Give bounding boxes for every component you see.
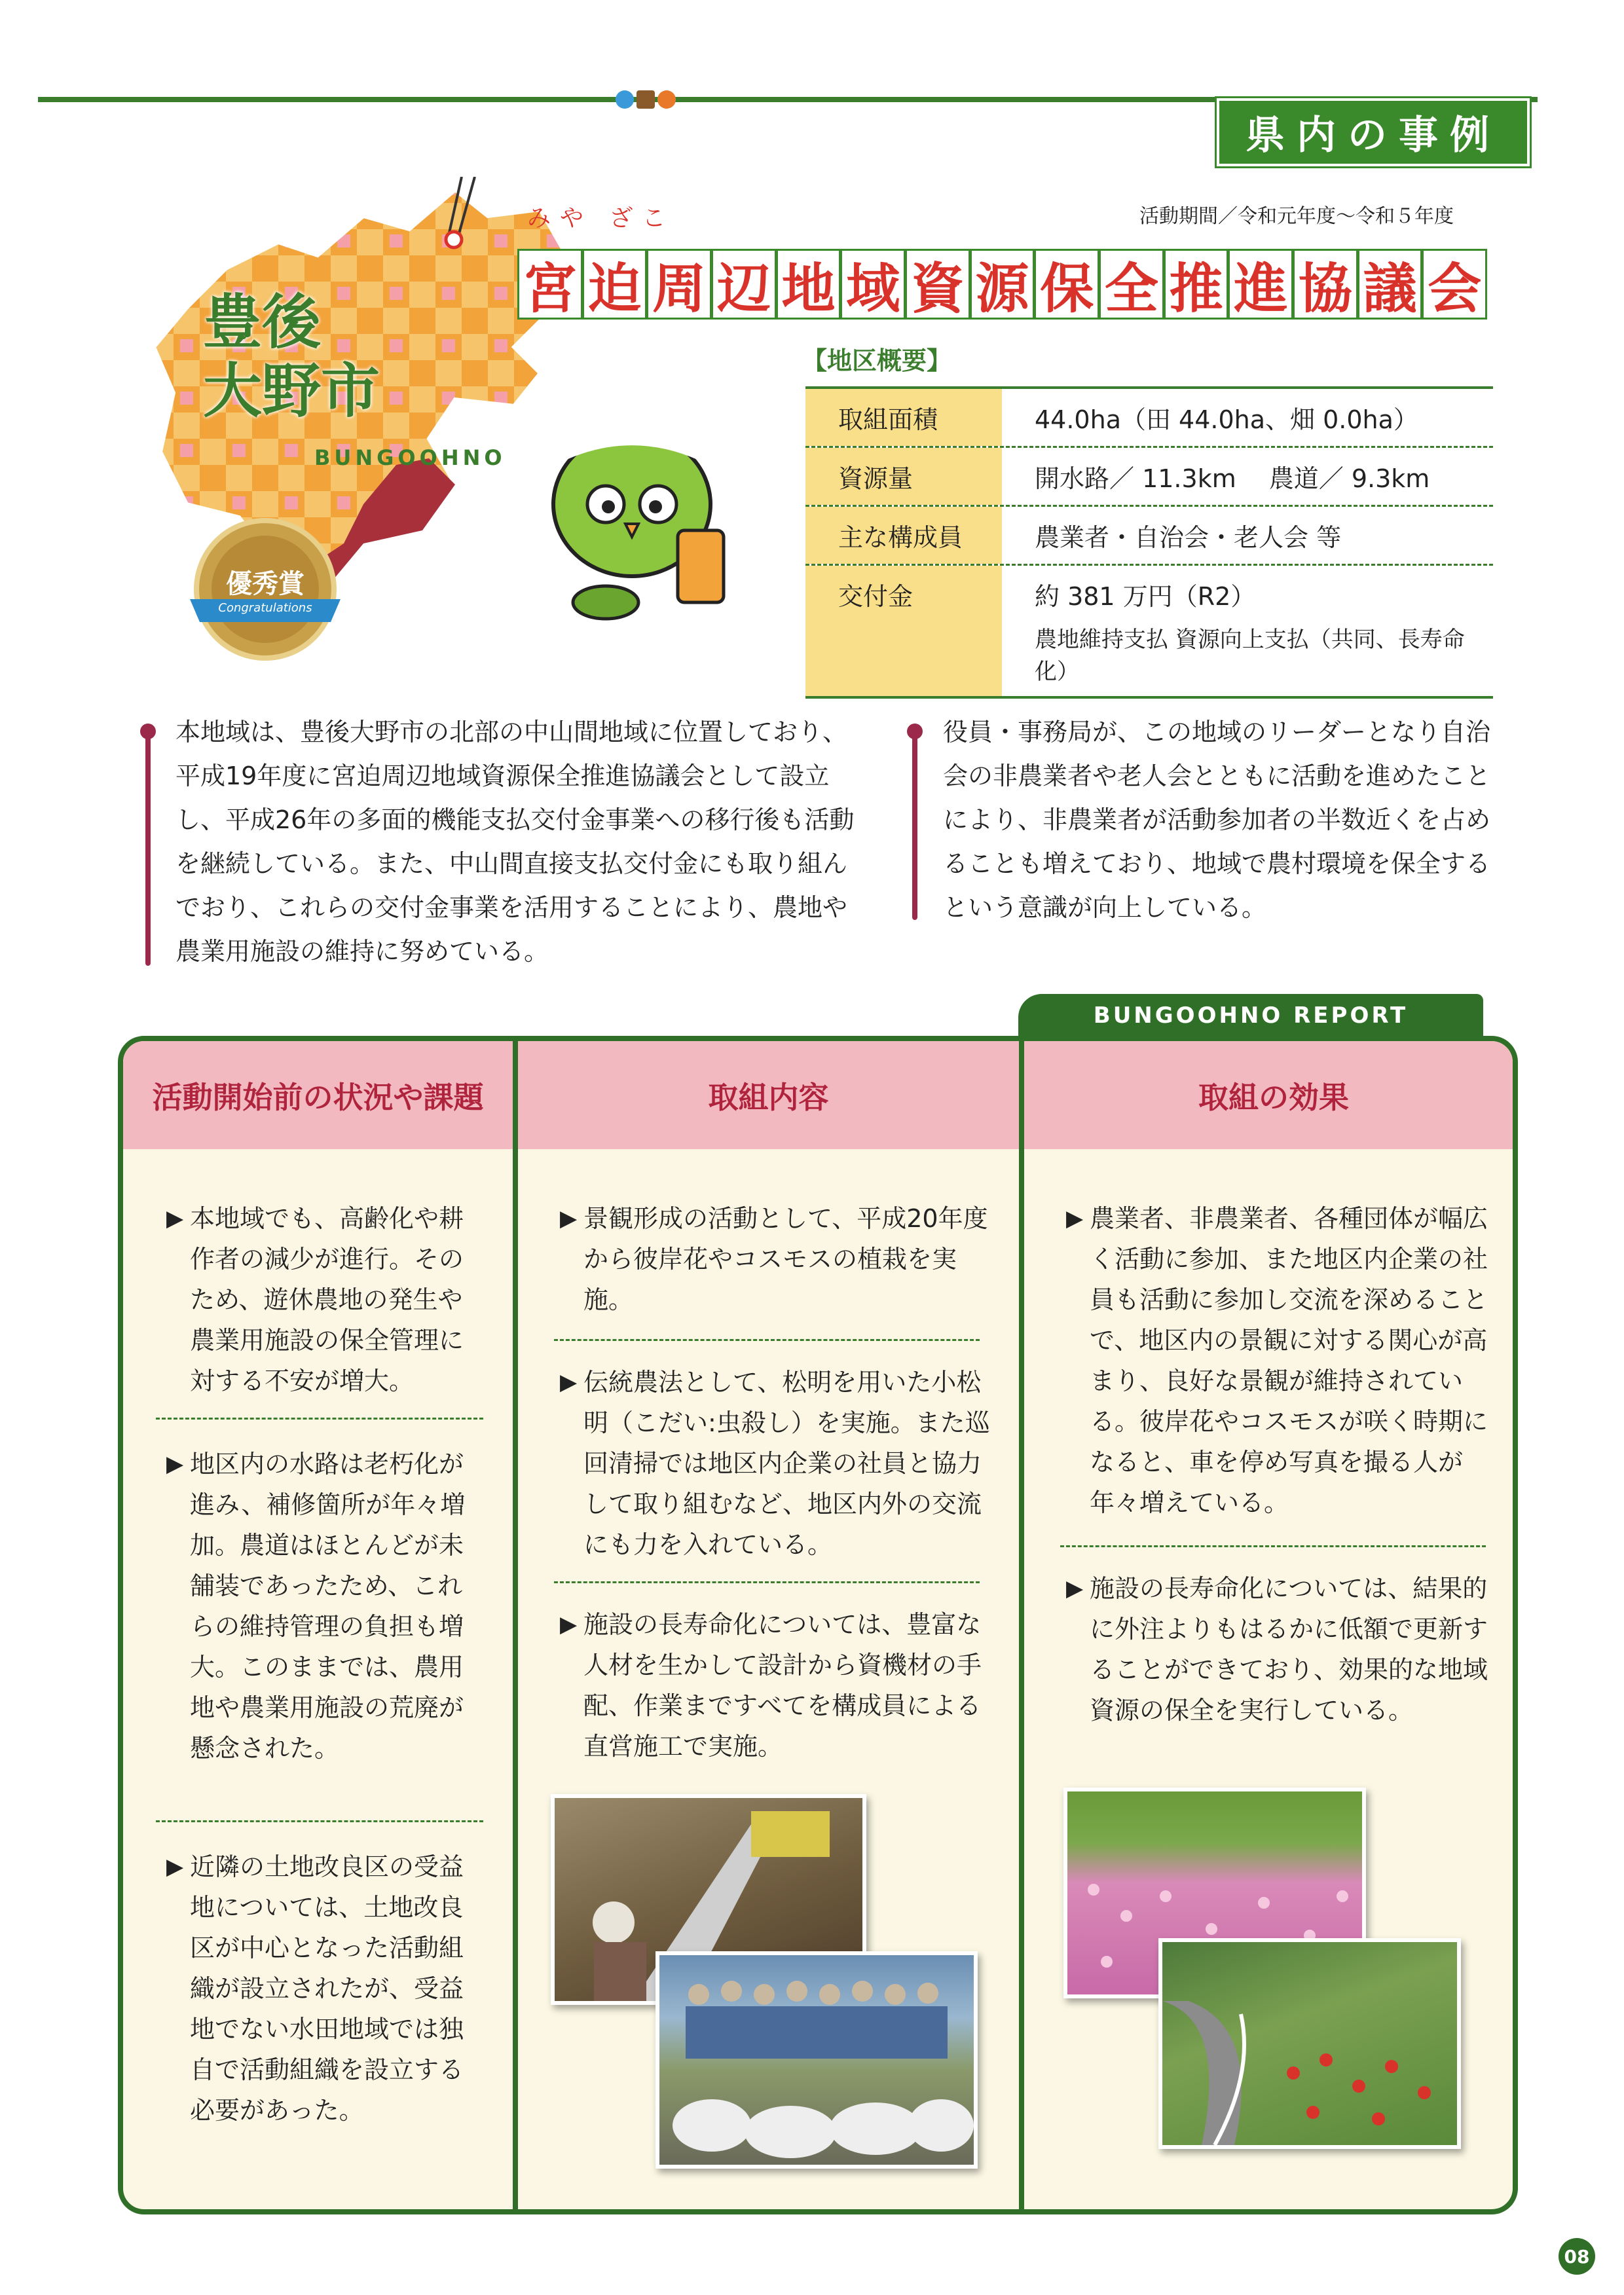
brown-square-icon [637, 90, 655, 109]
overview-row [805, 448, 1493, 507]
report-item: ▶ 施設の長寿命化については、結果的に外注よりもはるかに低額で更新することができており、効果的な地域資源の保全を実行している。 [1066, 1574, 1488, 1725]
overview-row [805, 507, 1493, 566]
title-char: 域 [840, 249, 906, 320]
report-item: ▶ 地区内の水路は老朽化が進み、補修箇所が年々増加。農道はほとんどが未舗装であったため、これらの維持管理の負担も増大。このままでは、農用地や農業用施設の荒廃が懸念された。 [166, 1450, 466, 1763]
title-char: 推 [1164, 249, 1229, 320]
section-tag: 県内の事例 [1217, 98, 1530, 166]
photo-spider-lily-road [1158, 1938, 1461, 2149]
overview-value: 44.0ha（田 44.0ha、畑 0.0ha） [1035, 405, 1418, 434]
page-number: 08 [1559, 2238, 1595, 2275]
title-char: 宮 [517, 249, 583, 320]
column-separator [513, 1041, 518, 2209]
orange-dot-icon [657, 90, 676, 109]
overview-head: 取組面積 [805, 389, 1002, 446]
title-char: 源 [970, 249, 1035, 320]
title-furigana: みや ざこ [527, 205, 675, 232]
overview-label: 【地区概要】 [802, 346, 952, 375]
overview-value: 約 381 万円（R2） 農地維持支払 資源向上支払（共同、長寿命化） [1002, 566, 1493, 696]
title-char: 周 [646, 249, 712, 320]
report-item: ▶ 景観形成の活動として、平成20年度から彼岸花やコスモスの植栽を実施。 [560, 1204, 988, 1314]
report-column-effects [1024, 1041, 1518, 2209]
title-char: 議 [1357, 249, 1423, 320]
overview-subvalue: 農地維持支払 資源向上支払（共同、長寿命化） [1035, 627, 1465, 685]
overview-head: 資源量 [805, 448, 1002, 505]
column-heading: 活動開始前の状況や課題 [123, 1041, 513, 1149]
report-box [118, 1036, 1518, 2214]
column-heading: 取組内容 [518, 1041, 1019, 1149]
title-char: 協 [1293, 249, 1358, 320]
intro-left-paragraph: 本地域は、豊後大野市の北部の中山間地域に位置しており、平成19年度に宮迫周辺地域資源保全推進協議会として設立し、平成26年の多面的機能支払交付金事業への移行後も活動を継続している。また、中山間直接支払交付金にも取り組んでおり、これらの交付金事業を活用することにより、農地や農業用施設の維持に努めている。 [175, 718, 855, 966]
blue-dot-icon [616, 90, 634, 109]
overview-row [805, 386, 1493, 448]
title-char: 会 [1422, 249, 1487, 320]
paragraph-bar [912, 730, 917, 920]
title-char: 進 [1228, 249, 1293, 320]
title-char: 全 [1099, 249, 1164, 320]
paragraph-bar [145, 730, 151, 966]
city-roman: BUNGOOHNO [314, 445, 506, 470]
title-char: 迫 [582, 249, 648, 320]
overview-head: 主な構成員 [805, 507, 1002, 564]
activity-period: 活動期間／令和元年度〜令和５年度 [1139, 205, 1454, 228]
overview-head: 交付金 [805, 566, 1002, 696]
overview-table [805, 386, 1493, 699]
report-column-activities [518, 1041, 1019, 2209]
report-item: ▶ 伝統農法として、松明を用いた小松明（こだい:虫殺し）を実施。また巡回清掃では地区内企業の社員と協力して取り組むなど、地区内外の交流にも力を入れている。 [560, 1368, 990, 1559]
title-char: 辺 [711, 249, 777, 320]
overview-value: 開水路／ 11.3km 農道／ 9.3km [1035, 464, 1430, 493]
column-heading: 取組の効果 [1024, 1041, 1518, 1149]
award-label: 優秀賞 [226, 569, 304, 599]
report-column-challenges [123, 1041, 513, 2209]
report-tab: BUNGOOHNO REPORT [1018, 994, 1483, 1037]
dashed-divider [554, 1339, 980, 1341]
report-item: ▶ 農業者、非農業者、各種団体が幅広く活動に参加、また地区内企業の社員も活動に参加し交流を深めることで、地区内の景観に対する関心が高まり、良好な景観が維持されている。彼岸花やコスモスが咲く時期になると、車を停め写真を撮る人が年々増えている。 [1066, 1204, 1488, 1517]
dashed-divider [156, 1820, 483, 1822]
intro-right-paragraph: 役員・事務局が、この地域のリーダーとなり自治会の非農業者や老人会とともに活動を進めたことにより、非農業者が活動参加者の半数近くを占めることも増えており、地域で農村環境を保全するという意識が向上している。 [943, 718, 1491, 922]
dashed-divider [554, 1581, 980, 1583]
overview-value: 農業者・自治会・老人会 等 [1035, 523, 1342, 552]
photo-group-cleanup [655, 1951, 978, 2169]
award-subtitle: Congratulations [218, 601, 312, 615]
page-title [517, 249, 1486, 320]
title-char: 保 [1034, 249, 1099, 320]
title-char: 地 [776, 249, 841, 320]
title-char: 資 [905, 249, 970, 320]
report-item: ▶ 近隣の土地改良区の受益地については、土地改良区が中心となった活動組織が設立されたが、受益地でない水田地域では独自で活動組織を設立する必要があった。 [166, 1852, 464, 2125]
dashed-divider [1060, 1545, 1486, 1547]
dashed-divider [156, 1418, 483, 1420]
column-separator [1019, 1041, 1024, 2209]
overview-row [805, 566, 1493, 699]
report-item: ▶ 施設の長寿命化については、豊富な人材を生かして設計から資機材の手配、作業まですべてを構成員による直営施工で実施。 [560, 1610, 982, 1761]
city-name: 豊後 大野市 [203, 288, 380, 426]
report-item: ▶ 本地域でも、高齢化や耕作者の減少が進行。そのため、遊休農地の発生や農業用施設の保全管理に対する不安が増大。 [166, 1204, 464, 1395]
